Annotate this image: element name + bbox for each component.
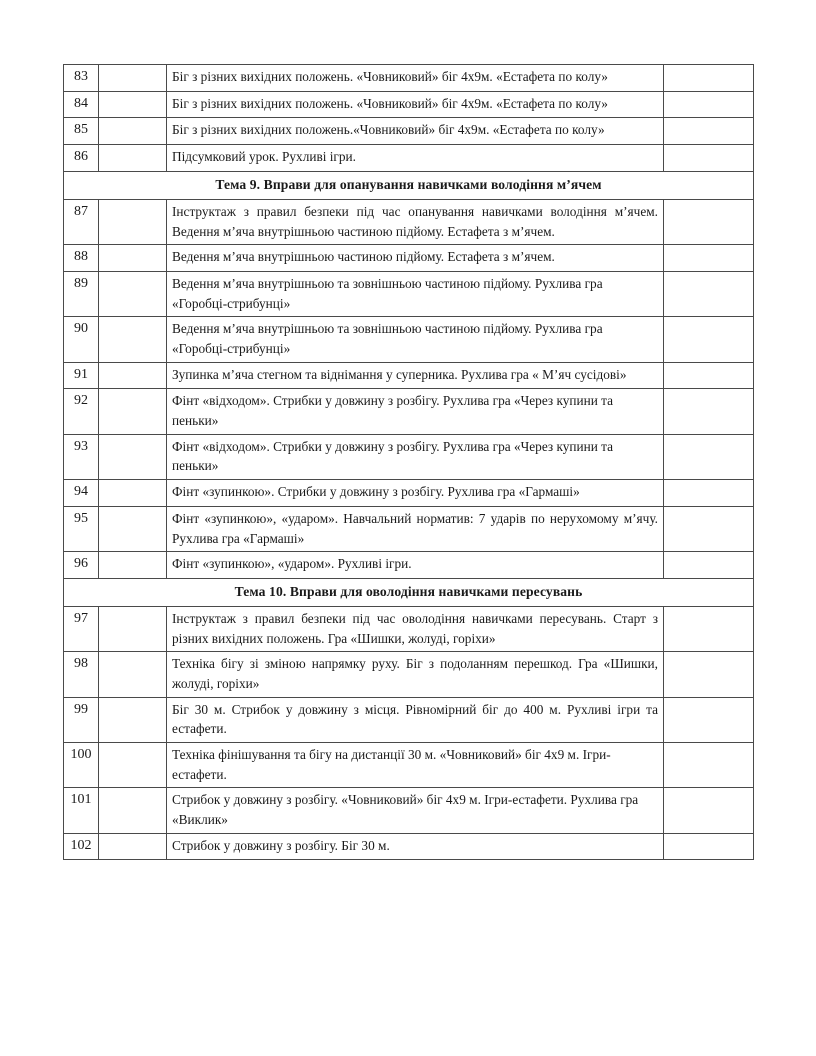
lesson-content-cell: Фінт «відходом». Стрибки у довжину з розбігу. Рухлива гра «Через купини та пеньки» xyxy=(167,434,664,479)
lesson-note-cell[interactable] xyxy=(664,788,754,833)
lesson-date-cell[interactable] xyxy=(99,552,167,579)
table-row xyxy=(64,118,754,145)
table-row xyxy=(64,652,754,697)
lesson-number-cell: 99 xyxy=(64,697,99,742)
table-row xyxy=(64,91,754,118)
table-row xyxy=(64,317,754,362)
table-row xyxy=(64,697,754,742)
lesson-note-cell[interactable] xyxy=(664,652,754,697)
table-row xyxy=(64,434,754,479)
lesson-number-cell: 97 xyxy=(64,607,99,652)
theme-header-title: Тема 9. Вправи для опанування навичками володіння м’ячем xyxy=(64,171,754,199)
table-row xyxy=(64,552,754,579)
lesson-content-cell: Стрибок у довжину з розбігу. Біг 30 м. xyxy=(167,833,664,860)
lesson-note-cell[interactable] xyxy=(664,607,754,652)
lesson-date-cell[interactable] xyxy=(99,743,167,788)
table-row xyxy=(64,362,754,389)
lesson-number-cell: 91 xyxy=(64,362,99,389)
lesson-content-cell: Фінт «зупинкою». Стрибки у довжину з розбігу. Рухлива гра «Гармаші» xyxy=(167,480,664,507)
table-row xyxy=(64,272,754,317)
lesson-date-cell[interactable] xyxy=(99,65,167,92)
lesson-date-cell[interactable] xyxy=(99,362,167,389)
lesson-date-cell[interactable] xyxy=(99,245,167,272)
lesson-date-cell[interactable] xyxy=(99,145,167,172)
lesson-number-cell: 84 xyxy=(64,91,99,118)
lesson-date-cell[interactable] xyxy=(99,480,167,507)
table-row xyxy=(64,480,754,507)
lesson-plan-table xyxy=(63,64,754,860)
lesson-note-cell[interactable] xyxy=(664,833,754,860)
lesson-content-cell: Інструктаж з правил безпеки під час опанування навичками володіння м’ячем. Ведення м’яча внутрішньою частиною підйому. Естафета з м’ячем. xyxy=(167,199,664,244)
lesson-content-cell: Ведення м’яча внутрішньою та зовнішньою частиною підйому. Рухлива гра «Горобці-стрибунці» xyxy=(167,272,664,317)
lesson-number-cell: 88 xyxy=(64,245,99,272)
lesson-content-cell: Фінт «зупинкою», «ударом». Рухливі ігри. xyxy=(167,552,664,579)
lesson-number-cell: 86 xyxy=(64,145,99,172)
lesson-note-cell[interactable] xyxy=(664,118,754,145)
lesson-content-cell: Фінт «відходом». Стрибки у довжину з розбігу. Рухлива гра «Через купини та пеньки» xyxy=(167,389,664,434)
lesson-number-cell: 87 xyxy=(64,199,99,244)
lesson-content-cell: Біг з різних вихідних положень. «Човниковий» біг 4х9м. «Естафета по колу» xyxy=(167,65,664,92)
table-row xyxy=(64,506,754,551)
lesson-content-cell: Ведення м’яча внутрішньою частиною підйому. Естафета з м’ячем. xyxy=(167,245,664,272)
lesson-date-cell[interactable] xyxy=(99,389,167,434)
lesson-note-cell[interactable] xyxy=(664,743,754,788)
table-row xyxy=(64,607,754,652)
lesson-number-cell: 93 xyxy=(64,434,99,479)
lesson-number-cell: 83 xyxy=(64,65,99,92)
lesson-number-cell: 92 xyxy=(64,389,99,434)
lesson-content-cell: Інструктаж з правил безпеки під час оволодіння навичками пересувань. Старт з різних вихідних положень. Гра «Шишки, жолуді, горіхи» xyxy=(167,607,664,652)
lesson-content-cell: Зупинка м’яча стегном та віднімання у суперника. Рухлива гра « М’яч сусідові» xyxy=(167,362,664,389)
lesson-note-cell[interactable] xyxy=(664,389,754,434)
lesson-date-cell[interactable] xyxy=(99,434,167,479)
lesson-date-cell[interactable] xyxy=(99,652,167,697)
lesson-content-cell: Біг з різних вихідних положень.«Човниковий» біг 4х9м. «Естафета по колу» xyxy=(167,118,664,145)
table-row xyxy=(64,743,754,788)
lesson-number-cell: 96 xyxy=(64,552,99,579)
lesson-note-cell[interactable] xyxy=(664,272,754,317)
lesson-number-cell: 102 xyxy=(64,833,99,860)
lesson-number-cell: 98 xyxy=(64,652,99,697)
lesson-date-cell[interactable] xyxy=(99,118,167,145)
lesson-note-cell[interactable] xyxy=(664,480,754,507)
lesson-number-cell: 101 xyxy=(64,788,99,833)
theme-header-title: Тема 10. Вправи для оволодіння навичками пересувань xyxy=(64,578,754,606)
lesson-note-cell[interactable] xyxy=(664,65,754,92)
lesson-date-cell[interactable] xyxy=(99,199,167,244)
lesson-content-cell: Ведення м’яча внутрішньою та зовнішньою частиною підйому. Рухлива гра «Горобці-стрибунці» xyxy=(167,317,664,362)
lesson-plan-table-body xyxy=(64,65,754,860)
table-row xyxy=(64,833,754,860)
lesson-note-cell[interactable] xyxy=(664,506,754,551)
lesson-date-cell[interactable] xyxy=(99,833,167,860)
lesson-content-cell: Стрибок у довжину з розбігу. «Човниковий» біг 4х9 м. Ігри-естафети. Рухлива гра «Виклик» xyxy=(167,788,664,833)
lesson-note-cell[interactable] xyxy=(664,552,754,579)
lesson-date-cell[interactable] xyxy=(99,607,167,652)
table-row xyxy=(64,389,754,434)
lesson-note-cell[interactable] xyxy=(664,199,754,244)
lesson-note-cell[interactable] xyxy=(664,697,754,742)
lesson-note-cell[interactable] xyxy=(664,362,754,389)
lesson-content-cell: Біг 30 м. Стрибок у довжину з місця. Рівномірний біг до 400 м. Рухливі ігри та естафети. xyxy=(167,697,664,742)
lesson-note-cell[interactable] xyxy=(664,317,754,362)
lesson-date-cell[interactable] xyxy=(99,697,167,742)
lesson-date-cell[interactable] xyxy=(99,788,167,833)
lesson-date-cell[interactable] xyxy=(99,272,167,317)
lesson-number-cell: 89 xyxy=(64,272,99,317)
lesson-date-cell[interactable] xyxy=(99,91,167,118)
lesson-date-cell[interactable] xyxy=(99,506,167,551)
lesson-number-cell: 94 xyxy=(64,480,99,507)
lesson-content-cell: Біг з різних вихідних положень. «Човниковий» біг 4х9м. «Естафета по колу» xyxy=(167,91,664,118)
lesson-note-cell[interactable] xyxy=(664,434,754,479)
lesson-note-cell[interactable] xyxy=(664,91,754,118)
lesson-number-cell: 100 xyxy=(64,743,99,788)
table-row xyxy=(64,788,754,833)
table-row xyxy=(64,199,754,244)
lesson-content-cell: Техніка бігу зі зміною напрямку руху. Біг з подоланням перешкод. Гра «Шишки, жолуді, горіхи» xyxy=(167,652,664,697)
theme-header-row xyxy=(64,578,754,606)
lesson-note-cell[interactable] xyxy=(664,245,754,272)
lesson-number-cell: 90 xyxy=(64,317,99,362)
lesson-number-cell: 85 xyxy=(64,118,99,145)
theme-header-row xyxy=(64,171,754,199)
table-row xyxy=(64,65,754,92)
lesson-content-cell: Фінт «зупинкою», «ударом». Навчальний норматив: 7 ударів по нерухомому м’ячу. Рухлива гра «Гармаші» xyxy=(167,506,664,551)
table-row xyxy=(64,145,754,172)
lesson-note-cell[interactable] xyxy=(664,145,754,172)
table-row xyxy=(64,245,754,272)
lesson-content-cell: Техніка фінішування та бігу на дистанції 30 м. «Човниковий» біг 4х9 м. Ігри-естафети. xyxy=(167,743,664,788)
lesson-content-cell: Підсумковий урок. Рухливі ігри. xyxy=(167,145,664,172)
lesson-date-cell[interactable] xyxy=(99,317,167,362)
lesson-number-cell: 95 xyxy=(64,506,99,551)
